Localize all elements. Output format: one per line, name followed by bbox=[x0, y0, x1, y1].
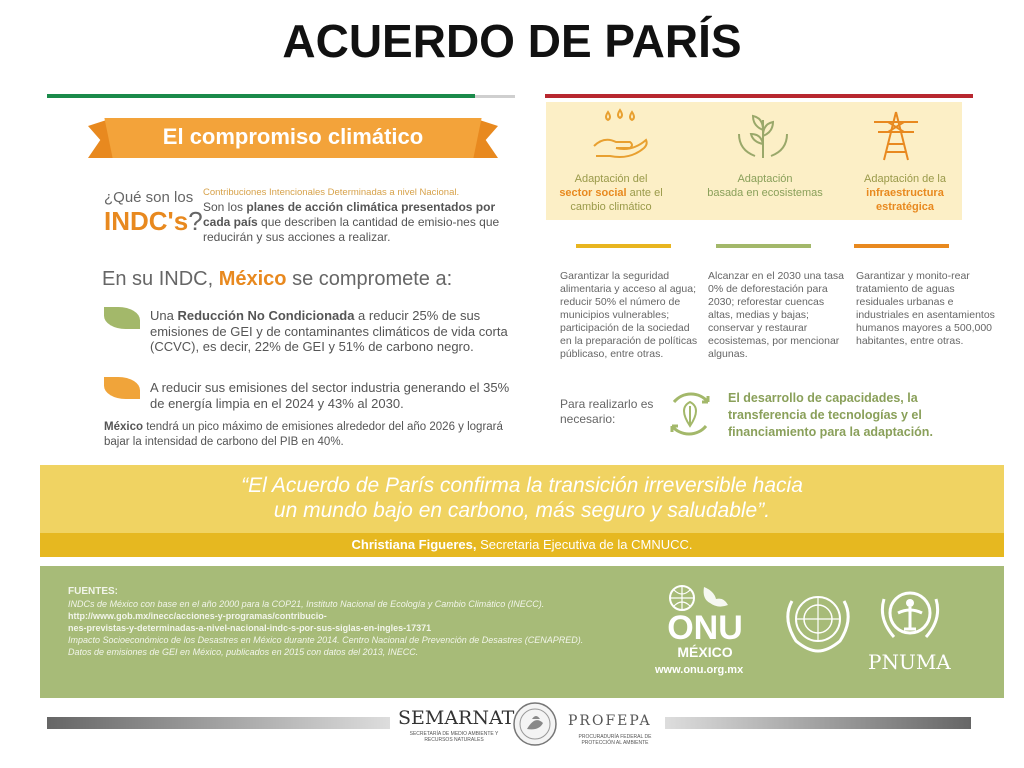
pnuma-label: PNUMA bbox=[868, 650, 951, 674]
slide-title: ACUERDO DE PARÍS bbox=[282, 15, 742, 67]
column-text-social: Garantizar la seguridad alimentaria y acceso al agua; reducir 50% el número de municipios vulnerables; participación de la sociedad en la preparación de políticas públicaso, entre otras. bbox=[560, 270, 698, 360]
title-underline-red bbox=[545, 94, 973, 98]
semarnat-subtitle: SECRETARÍA DE MEDIO AMBIENTE Y RECURSOS NATURALES bbox=[409, 731, 499, 743]
commitment-item-3: México tendrá un pico máximo de emisiones alrededor del año 2026 y logrará bajar la intensidad de carbono del PIB en 40%. bbox=[104, 421, 503, 448]
column-title-ecosystems: Adaptación basada en ecosistemas bbox=[707, 173, 823, 199]
commitment-item-2: A reducir sus emisiones del sector industria generando el 35% de energía limpia en el 2024 y 43% al 2030. bbox=[150, 380, 510, 411]
capacities-text: El desarrollo de capacidades, la transferencia de tecnologías y el financiamiento para la adaptación. bbox=[728, 391, 933, 439]
indc-expansion: Contribuciones Intencionales Determinadas a nivel Nacional. bbox=[203, 187, 460, 198]
power-tower-icon bbox=[866, 108, 926, 163]
indc-heading: INDC's? bbox=[104, 206, 203, 236]
sources-text: FUENTES: INDCs de México con base en el año 2000 para la COP21, Instituto Nacional de Ecología y Cambio Climático (INECC). http://www.gob.mx/inecc/acciones-y-programas/contribucio- nes-previstas-y-determinadas-a-nivel-nacional-indc-s-por-sus-siglas-en-ingles-17371 Impacto Socioeconómico de los Desastres en México durante 2014. Centro Nacional de Prevención de Desastres (CENAPRED). Datos de emisiones de GEI en México, publicados en 2015 con datos del 2013, INECC. bbox=[68, 586, 584, 657]
footer-bar-left bbox=[47, 717, 390, 729]
column-text-infrastructure: Garantizar y monito-rear tratamiento de aguas residuales urbanas e industriales en asentamientos humanos mayores a 500,000 habitantes, entre otras. bbox=[856, 270, 995, 347]
pnuma-emblem-icon bbox=[878, 587, 942, 647]
column-divider-1 bbox=[576, 244, 671, 248]
commitment-heading: En su INDC, México se compromete a: bbox=[102, 268, 453, 290]
commitment-item-1: Una Reducción No Condicionada a reducir 25% de sus emisiones de GEI y de contaminantes climáticos de vida corta (CCVC), es decir, 22% de GEI y 51% de carbono negro. bbox=[150, 308, 508, 354]
realizar-label: Para realizarlo es necesario: bbox=[560, 397, 654, 426]
onu-url: www.onu.org.mx bbox=[655, 664, 744, 676]
question-label: ¿Qué son los bbox=[104, 189, 194, 206]
column-text-ecosystems: Alcanzar en el 2030 una tasa 0% de deforestación para 2030; reforestar cuencas altas, medias y bajas; conservar y restaurar ecosistemas, por mencionar algunas. bbox=[708, 270, 845, 360]
un-emblem-icon bbox=[778, 587, 858, 655]
column-divider-2 bbox=[716, 244, 811, 248]
mexico-seal-icon bbox=[510, 701, 560, 747]
quote-text: “El Acuerdo de París confirma la transición irreversible hacia un mundo bajo en carbono, más seguro y saludable”. bbox=[241, 474, 803, 522]
hand-water-icon bbox=[590, 108, 650, 163]
title-underline-grey bbox=[475, 95, 515, 98]
plant-hands-icon bbox=[733, 108, 793, 163]
profepa-subtitle: PROCURADURÍA FEDERAL DE PROTECCIÓN AL AMBIENTE bbox=[578, 734, 652, 746]
footer-bar-right bbox=[665, 717, 971, 729]
commitment-banner bbox=[88, 118, 498, 158]
column-title-social: Adaptación del sector social ante el cambio climático bbox=[559, 173, 663, 213]
onu-mexico-logo: ONU MÉXICO bbox=[667, 609, 743, 660]
leaf-bullet-orange-icon bbox=[104, 377, 140, 399]
column-divider-3 bbox=[854, 244, 949, 248]
profepa-logo: PROFEPA bbox=[568, 713, 652, 729]
column-title-infrastructure: Adaptación de la infraestructura estratégica bbox=[864, 173, 946, 213]
recycle-leaf-icon bbox=[664, 388, 716, 440]
indc-definition: Son los planes de acción climática presentados por cada país que describen la cantidad de emisio-nes que reducirán y sus acciones a realizar. bbox=[203, 200, 500, 244]
semarnat-logo: SEMARNAT bbox=[398, 707, 515, 729]
quote-signature: Christiana Figueres, Secretaria Ejecutiva de la CMNUCC. bbox=[351, 537, 693, 552]
banner-text: El compromiso climático bbox=[162, 124, 424, 149]
title-underline-green bbox=[47, 94, 475, 98]
leaf-bullet-green-icon bbox=[104, 307, 140, 329]
